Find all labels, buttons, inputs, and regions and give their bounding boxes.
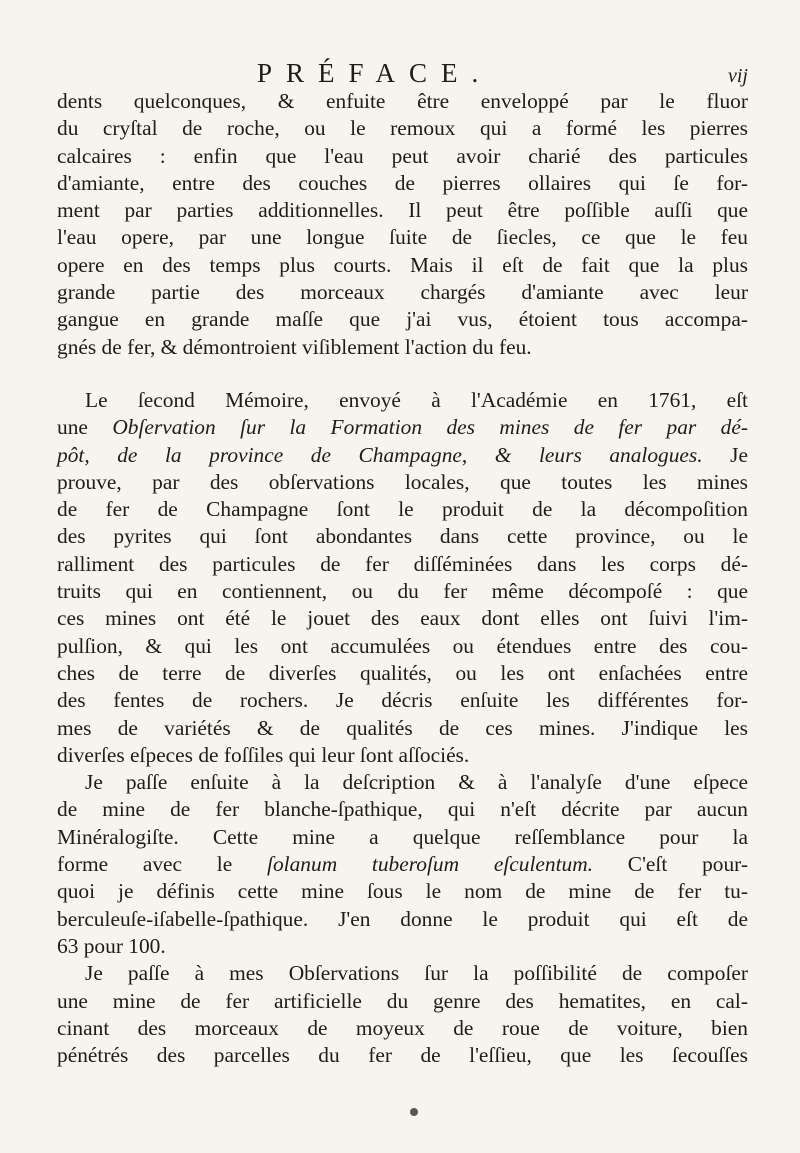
title-italic: & leurs analogues. — [494, 442, 703, 467]
page-number: vij — [728, 65, 748, 87]
paragraph-2 — [57, 387, 748, 769]
text-line: d'amiante, entre des couches de pierres ollaires qui ſe for- — [57, 170, 748, 195]
text-line: ches de terre de diverſes qualités, ou les ont enſachées entre — [57, 660, 748, 685]
species-italic: ſolanum tuberoſum eſculentum. — [267, 852, 594, 877]
text-run: une — [57, 415, 113, 440]
title-italic: pôt, de la province de Champagne — [57, 442, 462, 467]
text-line: prouve, par des obſervations locales, que toutes les mines — [57, 469, 748, 494]
text-run: C'eſt pour- — [593, 852, 748, 877]
text-line: truits qui en contiennent, ou du fer même décompoſé : que — [57, 579, 748, 604]
text-line: mes de variétés & de qualités de ces mines. J'indique les — [57, 715, 748, 740]
text-line: cinant des morceaux de moyeux de roue de voiture, bien — [57, 1015, 748, 1040]
text-line — [57, 851, 748, 878]
paragraph-3 — [57, 769, 748, 960]
text-line: l'eau opere, par une longue ſuite de ſiecles, ce que le feu — [57, 225, 748, 250]
text-line — [57, 442, 748, 469]
text-line: Je paſſe à mes Obſervations ſur la poſſibilité de compoſer — [85, 961, 748, 986]
text-line: Je paſſe enſuite à la deſcription & à l'analyſe d'une eſpece — [85, 770, 748, 795]
body-text — [57, 88, 748, 1069]
text-line: de mine de fer blanche-ſpathique, qui n'eſt décrite par aucun — [57, 797, 748, 822]
text-run: forme avec le — [57, 852, 268, 877]
text-line: une mine de fer artificielle du genre des hematites, en cal- — [57, 988, 748, 1013]
text-line: du cryſtal de roche, ou le remoux qui a formé les pierres — [57, 116, 748, 141]
text-line: diverſes eſpeces de foſſiles qui leur ſont aſſociés. — [57, 742, 470, 767]
text-line: Minéralogiſte. Cette mine a quelque reſſemblance pour la — [57, 824, 748, 849]
title-italic: Obſervation ſur la Formation des mines de fer par dé- — [112, 415, 748, 440]
text-line: gnés de fer, & démontroient viſiblement l'action du feu. — [57, 334, 532, 359]
text-line: opere en des temps plus courts. Mais il eſt de fait que la plus — [57, 252, 748, 277]
ink-spot — [410, 1108, 418, 1116]
text-line: quoi je définis cette mine ſous le nom de mine de fer tu- — [57, 879, 748, 904]
text-line: gangue en grande maſſe que j'ai vus, étoient tous accompa- — [57, 307, 748, 332]
text-line: ces mines ont été le jouet des eaux dont elles ont ſuivi l'im- — [57, 606, 748, 631]
text-line: des pyrites qui ſont abondantes dans cette province, ou le — [57, 524, 748, 549]
text-line: 63 pour 100. — [57, 933, 166, 958]
running-title: PRÉFACE. — [257, 58, 493, 88]
running-head — [57, 58, 748, 88]
paragraph-1 — [57, 88, 748, 361]
text-line: pénétrés des parcelles du fer de l'eſſieu, que les ſecouſſes — [57, 1043, 748, 1068]
text-line: berculeuſe-iſabelle-ſpathique. J'en donne le produit qui eſt de — [57, 906, 748, 931]
text-line: Le ſecond Mémoire, envoyé à l'Académie en 1761, eſt — [85, 387, 748, 412]
text-run: Je — [702, 442, 748, 467]
text-line: ralliment des particules de fer diſſéminées dans les corps dé- — [57, 551, 748, 576]
text-line: ment par parties additionnelles. Il peut être poſſible auſſi que — [57, 198, 748, 223]
text-line — [57, 414, 748, 441]
text-line: de fer de Champagne ſont le produit de la décompoſition — [57, 497, 748, 522]
text-line: grande partie des morceaux chargés d'amiante avec leur — [57, 280, 748, 305]
text-line: dents quelconques, & enfuite être enveloppé par le fluor — [57, 89, 748, 113]
text-line: calcaires : enfin que l'eau peut avoir charié des particules — [57, 143, 748, 168]
text-run: , — [461, 442, 495, 467]
paragraph-4 — [57, 960, 748, 1069]
text-line: des fentes de rochers. Je décris enſuite les différentes for- — [57, 688, 748, 713]
text-line: pulſion, & qui les ont accumulées ou étendues entre des cou- — [57, 633, 748, 658]
